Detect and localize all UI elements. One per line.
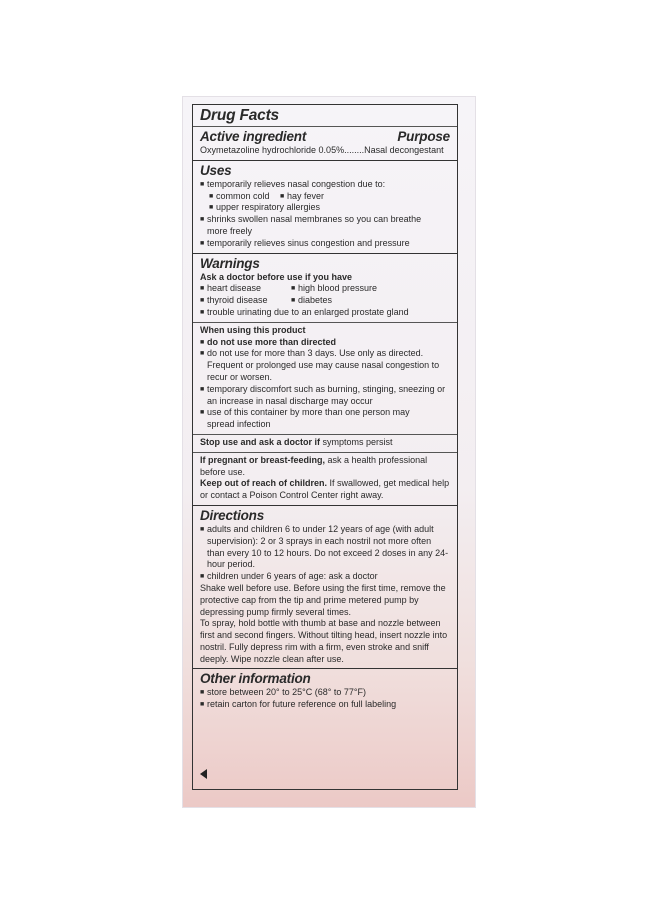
warnings-heading: Warnings xyxy=(200,255,260,271)
ingredient-purpose: Nasal decongestant xyxy=(364,145,444,155)
directions-section xyxy=(193,506,457,670)
stop-use-line: Stop use and ask a doctor if symptoms persist xyxy=(200,436,393,447)
bullet-icon: ■ xyxy=(200,689,205,697)
directions-paragraph-2: To spray, hold bottle with thumb at base and nozzle between first and second fingers. Without tilting head, insert nozzle into nostril. Fully depress rim with a firm, even stroke and sniff deeply. Wipe nozzle clean after use. xyxy=(200,618,448,664)
bullet-icon: ■ xyxy=(200,525,205,533)
bullet-icon: ■ xyxy=(200,216,205,224)
list-item: ■ children under 6 years of age: ask a doctor xyxy=(200,571,378,582)
bullet-icon: ■ xyxy=(200,180,205,188)
bullet-icon: ■ xyxy=(200,239,205,247)
list-item: ■ hay fever xyxy=(280,190,325,201)
drug-facts-header xyxy=(193,105,457,127)
leader-dots: ........ xyxy=(344,145,365,155)
continue-arrow-icon xyxy=(200,769,207,779)
bullet-icon: ■ xyxy=(280,192,285,200)
other-information-section xyxy=(193,669,457,714)
when-using-section xyxy=(193,323,457,435)
list-item: ■ do not use more than directed xyxy=(200,336,337,347)
uses-heading: Uses xyxy=(200,162,232,178)
list-item: ■ do not use for more than 3 days. Use only as directed. Frequent or prolonged use may cause nasal congestion to recur or worsen. xyxy=(200,348,440,382)
bullet-icon: ■ xyxy=(200,701,205,709)
bullet-icon: ■ xyxy=(291,285,296,293)
other-information-heading: Other information xyxy=(200,671,311,687)
bullet-icon: ■ xyxy=(200,573,205,581)
conditions-row-2 xyxy=(200,295,450,307)
list-item: ■ heart disease xyxy=(200,283,262,294)
list-item: ■ common cold xyxy=(209,190,270,201)
list-item: ■ upper respiratory allergies xyxy=(209,202,321,213)
list-item: ■ temporarily relieves sinus congestion and pressure xyxy=(200,237,410,248)
keep-out-of-reach-warning: Keep out of reach of children. If swallowed, get medical help or contact a Poison Control Center right away. xyxy=(200,478,450,501)
directions-paragraph-1: Shake well before use. Before using the first time, remove the protective cap from the tip and prime metered pump by depressing pump firmly several times. xyxy=(200,582,446,617)
ingredient-name: Oxymetazoline hydrochloride 0.05% xyxy=(200,145,345,155)
list-item: ■ store between 20° to 25°C (68° to 77°F) xyxy=(200,687,366,698)
list-item: ■ thyroid disease xyxy=(200,295,268,306)
list-item: ■ diabetes xyxy=(291,295,333,306)
conditions-row-1 xyxy=(200,283,450,295)
list-item: ■ retain carton for future reference on full labeling xyxy=(200,699,397,710)
ask-doctor-heading: Ask a doctor before use if you have xyxy=(200,271,353,282)
uses-section xyxy=(193,161,457,254)
bullet-icon: ■ xyxy=(200,385,205,393)
list-item: ■ trouble urinating due to an enlarged prostate gland xyxy=(200,306,409,317)
list-item: ■ high blood pressure xyxy=(291,283,378,294)
active-ingredient-line xyxy=(200,145,450,157)
bullet-icon: ■ xyxy=(200,285,205,293)
drug-facts-panel xyxy=(192,104,458,790)
list-item: ■ shrinks swollen nasal membranes so you can breathe more freely xyxy=(200,214,422,236)
purpose-heading: Purpose xyxy=(397,129,450,144)
list-item: ■ temporary discomfort such as burning, stinging, sneezing or an increase in nasal discharge may occur xyxy=(200,383,446,406)
bullet-icon: ■ xyxy=(200,308,205,316)
list-item: ■ use of this container by more than one person may spread infection xyxy=(200,407,410,430)
when-using-heading: When using this product xyxy=(200,324,306,335)
bullet-icon: ■ xyxy=(200,350,205,358)
bullet-icon: ■ xyxy=(209,192,214,200)
pregnancy-warning: If pregnant or breast-feeding, ask a health professional before use. xyxy=(200,454,428,477)
warnings-section xyxy=(193,254,457,323)
product-carton xyxy=(182,96,476,808)
list-item: ■ temporarily relieves nasal congestion due to: xyxy=(200,178,386,189)
drug-facts-title: Drug Facts xyxy=(200,107,279,124)
bullet-icon: ■ xyxy=(291,297,296,305)
active-ingredient-heading: Active ingredient xyxy=(200,129,307,144)
active-ingredient-section xyxy=(193,127,457,161)
bullet-icon: ■ xyxy=(209,204,214,212)
bullet-icon: ■ xyxy=(200,409,205,417)
bullet-icon: ■ xyxy=(200,297,205,305)
bullet-icon: ■ xyxy=(200,338,205,346)
uses-sublist xyxy=(200,191,450,203)
stop-use-section xyxy=(193,435,457,453)
list-item: ■ adults and children 6 to under 12 years of age (with adult supervision): 2 or 3 sprays in each nostril not more often than every 10 to 12 hours. Do not exceed 2 doses in any 24-hour period. xyxy=(200,523,449,570)
directions-heading: Directions xyxy=(200,507,265,523)
pregnancy-keep-out-section xyxy=(193,453,457,506)
